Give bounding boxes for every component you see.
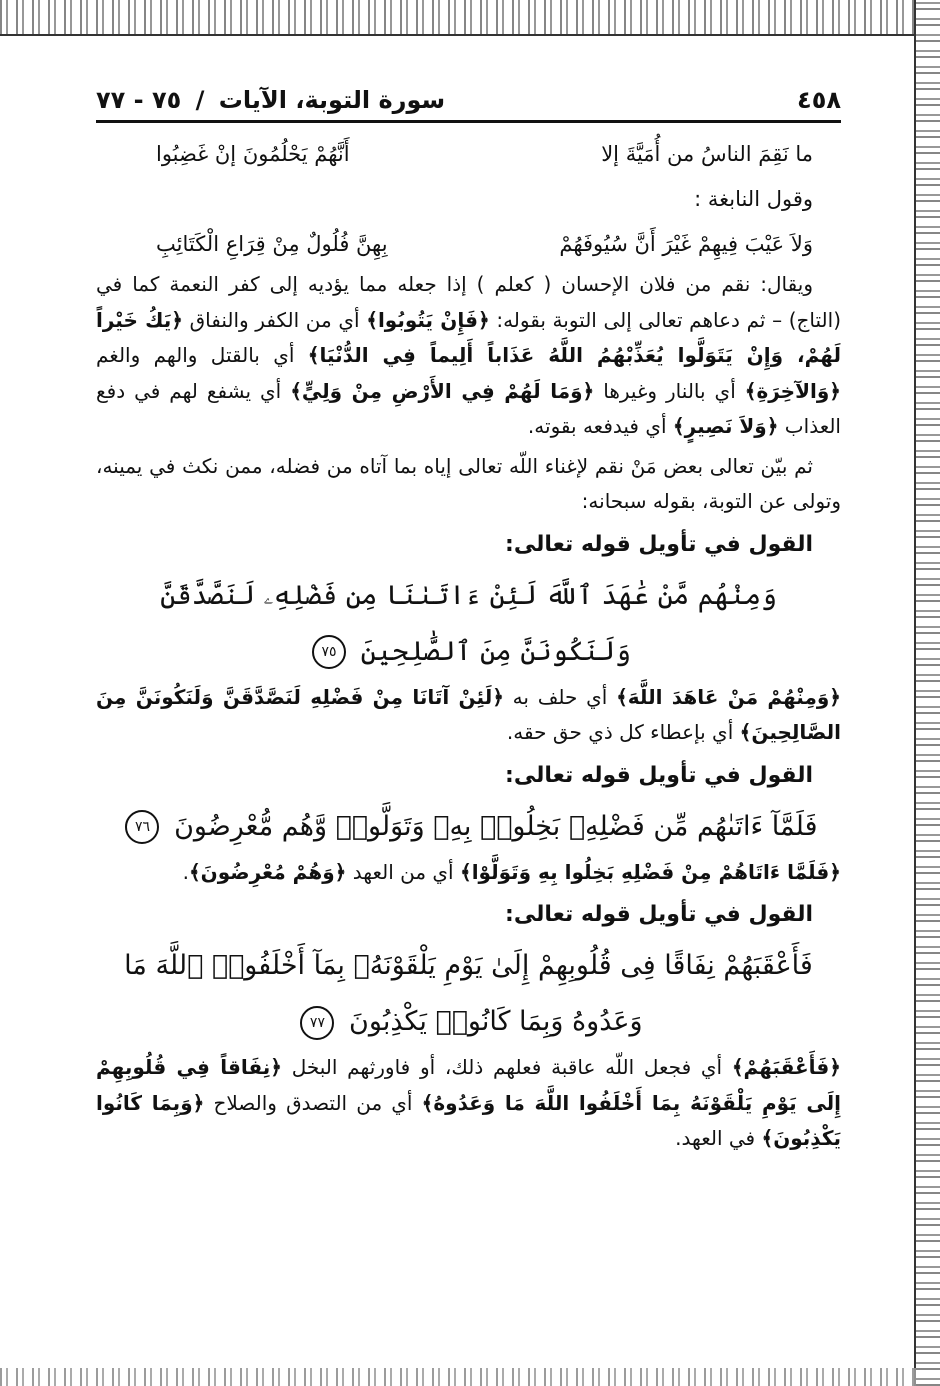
top-ornamental-border bbox=[0, 0, 916, 34]
running-title bbox=[96, 86, 445, 114]
right-ornamental-border bbox=[916, 0, 940, 1386]
ayah-76 bbox=[96, 799, 841, 855]
quran-quote: ﴿فَإِنْ يَتُوبُوا﴾ bbox=[366, 307, 490, 332]
ayah-number-badge: ٧٧ bbox=[300, 1006, 334, 1040]
section-heading-75: القول في تأويل قوله تعالى: bbox=[505, 531, 813, 557]
hemistich-second: أَنَّهُمْ يَحْلُمُونَ إنْ غَضِبُوا bbox=[156, 142, 350, 166]
hemistich-first: وَلاَ عَيْبَ فِيهِمْ غَيْرَ أَنَّ سُيُوفَهُمْ bbox=[559, 232, 813, 256]
quran-quote: ﴿وَهُمْ مُعْرِضُونَ﴾ bbox=[188, 859, 347, 884]
book-page bbox=[96, 70, 841, 1157]
quran-quote: ﴿نِفَاقاً فِي قُلُوبِهِمْ إِلَى يَوْمِ يَلْقَوْنَهُ بِمَا أَخْلَفُوا اللَّهَ مَا وَعَدُوهُ﴾ bbox=[96, 1055, 841, 1115]
page-header bbox=[96, 70, 841, 114]
ayah-number-badge: ٧٦ bbox=[125, 810, 159, 844]
quran-quote: ﴿فَأَعْقَبَهُمْ﴾ bbox=[731, 1055, 841, 1079]
ayah-range: ٧٥ - ٧٧ bbox=[96, 86, 182, 114]
title-separator: / bbox=[195, 86, 205, 114]
right-border-line bbox=[914, 0, 916, 1386]
ayah-text: فَلَمَّآ ءَاتَىٰهُم مِّن فَضْلِهِۦ بَخِلُوا۟ بِهِۦ وَتَوَلَّوا۟ وَّهُم مُّعْرِضُونَ bbox=[174, 810, 818, 842]
poem-verse-1 bbox=[96, 131, 841, 177]
section-heading-76: القول في تأويل قوله تعالى: bbox=[505, 762, 813, 788]
quran-quote: ﴿وَمَا لَهُمْ فِي الأَرْضِ مِنْ وَلِيٍّ﴾ bbox=[290, 378, 595, 403]
paragraph-1: ويقال: نقم من فلان الإحسان ( كعلم ) إذا جعله مما يؤديه إلى كفر النعمة كما في (التاج) – ثم دعاهم تعالى إلى التوبة بقوله: ﴿فَإِنْ يَتُوبُوا﴾ أي من الكفر والنفاق ﴿يَكُ خَيْراً لَهُمْ، وَإِنْ يَتَوَلَّوا يُعَذِّبْهُمُ اللَّهُ عَذَاباً أَلِيماً فِي الدُّنْيَا﴾ أي بالقتل والهم والغم ﴿وَالآخِرَةِ﴾ أي بالنار وغيرها ﴿وَمَا لَهُمْ فِي الأَرْضِ مِنْ وَلِيٍّ﴾ أي يشفع لهم في دفع العذاب ﴿وَلاَ نَصِيرٍ﴾ أي فيدفعه بقوته. bbox=[96, 272, 842, 438]
poem-verse-2 bbox=[96, 221, 841, 267]
quran-quote: ﴿لَئِنْ آتَانَا مِنْ فَضْلِهِ لَنَصَّدَّقَنَّ وَلَنَكُونَنَّ مِنَ الصَّالِحِينَ﴾ bbox=[96, 684, 841, 744]
ayah-75 bbox=[96, 568, 841, 680]
surah-title: سورة التوبة، الآيات bbox=[218, 86, 446, 114]
ayah-number-badge: ٧٥ bbox=[312, 635, 346, 669]
top-border-line bbox=[0, 34, 916, 36]
page-number: ٤٥٨ bbox=[797, 86, 841, 114]
hemistich-first: ما نَقِمَ الناسُ من أُمَيَّةَ إلا bbox=[601, 142, 813, 166]
quran-quote: ﴿يَكُ خَيْراً لَهُمْ، وَإِنْ يَتَوَلَّوا يُعَذِّبْهُمُ اللَّهُ عَذَاباً أَلِيماً فِي الدُّنْيَا﴾ bbox=[96, 307, 841, 367]
bottom-ornamental-border bbox=[0, 1368, 916, 1386]
ayah-77 bbox=[96, 938, 841, 1050]
paragraph-4: ﴿فَلَمَّا ءَاتَاهُمْ مِنْ فَضْلِهِ بَخِلُوا بِهِ وَتَوَلَّوْا﴾ أي من العهد ﴿وَهُمْ مُعْرِضُونَ﴾. bbox=[182, 859, 841, 884]
paragraph-5: ﴿فَأَعْقَبَهُمْ﴾ أي فجعل اللّه عاقبة فعلهم ذلك، أو فاورثهم البخل ﴿نِفَاقاً فِي قُلُوبِهِمْ إِلَى يَوْمِ يَلْقَوْنَهُ بِمَا أَخْلَفُوا اللَّهَ مَا وَعَدُوهُ﴾ أي من التصدق والصلاح ﴿وَبِمَا كَانُوا يَكْذِبُونَ﴾ في العهد. bbox=[96, 1055, 841, 1150]
poet-intro: وقول النابغة : bbox=[694, 187, 813, 211]
quran-quote: ﴿وَلاَ نَصِيرٍ﴾ bbox=[672, 414, 779, 438]
quran-quote: ﴿فَلَمَّا ءَاتَاهُمْ مِنْ فَضْلِهِ بَخِلُوا بِهِ وَتَوَلَّوْا﴾ bbox=[459, 859, 841, 884]
section-heading-77: القول في تأويل قوله تعالى: bbox=[505, 902, 813, 927]
ayah-text: وَمِنْهُم مَّنْ عَٰهَدَ ٱللَّهَ لَئِنْ ءَاتَىٰنَا مِن فَضْلِهِۦ لَنَصَّدَّقَنَّ وَلَنَكُونَنَّ مِنَ ٱلصَّٰلِحِينَ bbox=[160, 579, 777, 667]
hemistich-second: بِهِنَّ فُلُولٌ مِنْ قِرَاعِ الْكَتَائِبِ bbox=[156, 232, 388, 256]
ayah-text: فَأَعْقَبَهُمْ نِفَاقًا فِى قُلُوبِهِمْ إِلَىٰ يَوْمِ يَلْقَوْنَهُۥ بِمَآ أَخْلَفُوا۟ ٱللَّهَ مَا وَعَدُوهُ وَبِمَا كَانُوا۟ يَكْذِبُونَ bbox=[124, 950, 813, 1037]
quran-quote: ﴿وَالآخِرَةِ﴾ bbox=[744, 378, 841, 403]
quran-quote: ﴿وَمِنْهُمْ مَنْ عَاهَدَ اللَّهَ﴾ bbox=[616, 684, 841, 709]
paragraph-3: ﴿وَمِنْهُمْ مَنْ عَاهَدَ اللَّهَ﴾ أي حلف به ﴿لَئِنْ آتَانَا مِنْ فَضْلِهِ لَنَصَّدَّقَنَّ وَلَنَكُونَنَّ مِنَ الصَّالِحِينَ﴾ أي بإعطاء كل ذي حق حقه. bbox=[96, 684, 841, 744]
quran-quote: ﴿وَبِمَا كَانُوا يَكْذِبُونَ﴾ bbox=[96, 1090, 841, 1150]
header-rule bbox=[96, 120, 841, 123]
paragraph-2: ثم بيّن تعالى بعض مَنْ نقم لإغناء اللّه تعالى إياه بما آتاه من فضله، ممن نكث في يمينه، وتولى عن التوبة، بقوله سبحانه: bbox=[96, 453, 841, 513]
